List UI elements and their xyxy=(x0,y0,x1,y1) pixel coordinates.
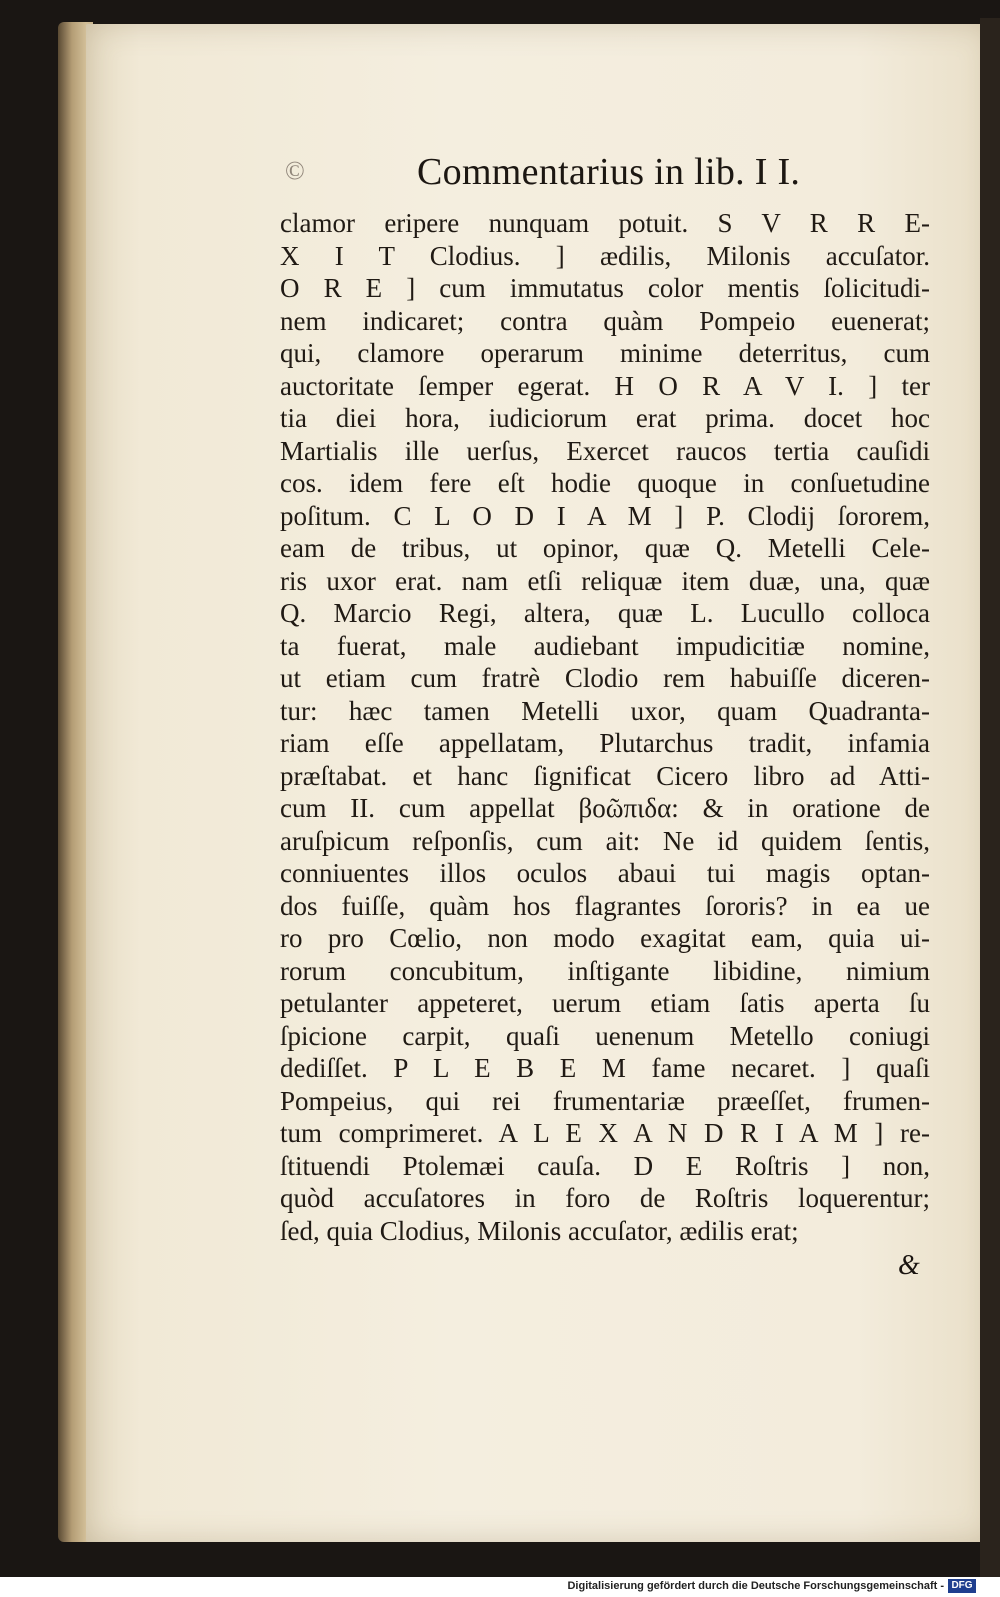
scan-right-margin xyxy=(980,18,1000,1578)
text-line: ſed, quia Clodius, Milonis accuſator, ædilis erat; xyxy=(280,1215,799,1246)
text-line: petulanter appeteret, uerum etiam ſatis aperta ſu xyxy=(280,988,930,1018)
text-line: ta fuerat, male audiebant impudicitiæ nomine, xyxy=(280,630,930,661)
text-line: qui, clamore operarum minime deterritus, cum xyxy=(280,338,930,368)
text-line: auctoritate ſemper egerat. H O R A V I. ] ter xyxy=(280,370,930,401)
text-line: riam eſſe appellatam, Plutarchus tradit, infamia xyxy=(280,728,930,758)
text-line: ris uxor erat. nam etſi reliquæ item duæ, una, quæ xyxy=(280,565,930,596)
text-line: cos. idem fere eſt hodie quoque in conſuetudine xyxy=(280,468,930,498)
text-line: tia diei hora, iudiciorum erat prima. docet hoc xyxy=(280,403,930,433)
text-line: aruſpicum reſponſis, cum ait: Ne id quidem ſentis, xyxy=(280,825,930,856)
text-line: ut etiam cum fratrè Clodio rem habuiſſe diceren- xyxy=(280,663,930,693)
text-line: tum comprimeret. A L E X A N D R I A M ] re- xyxy=(280,1118,930,1148)
running-header xyxy=(285,150,935,200)
page-body-text xyxy=(280,207,930,1247)
text-line: ro pro Cœlio, non modo exagitat eam, quia ui- xyxy=(280,923,930,953)
text-line: dediſſet. P L E B E M fame necaret. ] quaſi xyxy=(280,1053,930,1083)
text-line: Q. Marcio Regi, altera, quæ L. Lucullo colloca xyxy=(280,598,930,628)
text-line: ſtituendi Ptolemæi cauſa. D E Roſtris ] non, xyxy=(280,1150,930,1181)
text-line: ſpicione carpit, quaſi uenenum Metello coniugi xyxy=(280,1020,930,1051)
footer-credit: Digitalisierung gefördert durch die Deutsche Forschungsgemeinschaft - xyxy=(567,1580,944,1592)
text-line: præſtabat. et hanc ſignificat Cicero libro ad Atti- xyxy=(280,760,930,791)
text-line: nem indicaret; contra quàm Pompeio euenerat; xyxy=(280,305,930,336)
text-line: O R E ] cum immutatus color mentis ſolicitudi- xyxy=(280,273,930,303)
text-line: dos fuiſſe, quàm hos flagrantes ſororis? in ea ue xyxy=(280,890,930,921)
dfg-logo: DFG xyxy=(948,1579,976,1593)
header-ornament: © xyxy=(285,156,305,185)
text-line: X I T Clodius. ] ædilis, Milonis accuſator. xyxy=(280,240,930,271)
text-line: conniuentes illos oculos abaui tui magis optan- xyxy=(280,858,930,888)
catchword: & xyxy=(898,1250,920,1281)
text-line: tur: hæc tamen Metelli uxor, quam Quadranta- xyxy=(280,695,930,726)
text-line: Martialis ille uerſus, Exercet raucos tertia cauſidi xyxy=(280,435,930,466)
text-line: poſitum. C L O D I A M ] P. Clodij ſororem, xyxy=(280,500,930,531)
text-line: clamor eripere nunquam potuit. S V R R E- xyxy=(280,208,930,238)
text-line: rorum concubitum, inſtigante libidine, nimium xyxy=(280,955,930,986)
text-line: cum II. cum appellat βοῶπιδα: & in oratione de xyxy=(280,793,930,823)
text-line: quòd accuſatores in foro de Roſtris loquerentur; xyxy=(280,1183,930,1213)
text-line: eam de tribus, ut opinor, quæ Q. Metelli Cele- xyxy=(280,533,930,563)
text-line: Pompeius, qui rei frumentariæ præeſſet, frumen- xyxy=(280,1085,930,1116)
running-title: Commentarius in lib. I I. xyxy=(417,151,801,193)
